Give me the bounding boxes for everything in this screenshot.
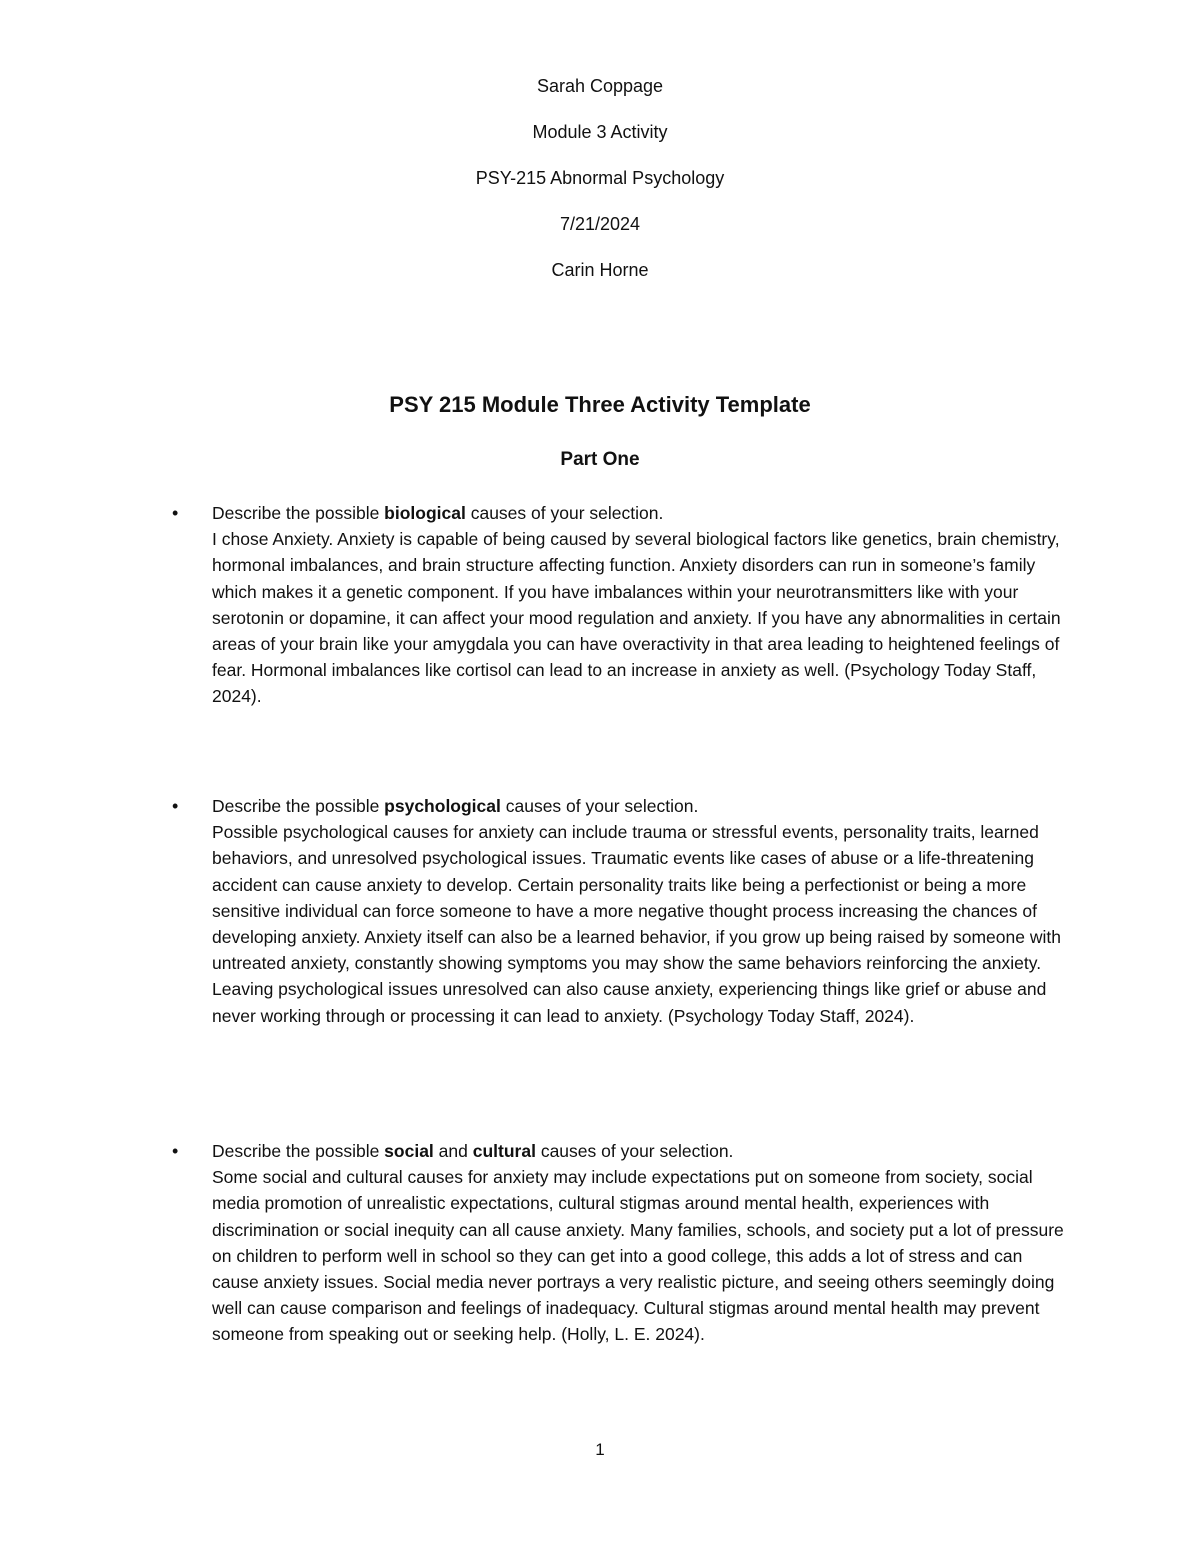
bullet-icon: • [172, 796, 179, 816]
section-psychological [172, 793, 1072, 1029]
bullet-icon: • [172, 503, 179, 523]
part-heading: Part One [560, 449, 640, 470]
date: 7/21/2024 [559, 214, 641, 234]
section-answer: Possible psychological causes for anxiety can include trauma or stressful events, personality traits, learned behaviors, and unresolved psychological issues. Traumatic events like cases of abuse or a life-threatening accident can cause anxiety to develop. Certain personality traits like being a perfectionist or being a more sensitive individual can force someone to have a more negative thought process increasing the chances of developing anxiety. Anxiety itself can also be a learned behavior, if you grow up being raised by someone with untreated anxiety, constantly showing symptoms you may show the same behaviors reinforcing the anxiety. Leaving psychological issues unresolved can also cause anxiety, experiencing things like grief or abuse and never working through or processing it can lead to anxiety. (Psychology Today Staff, 2024). [212, 822, 1061, 1026]
section-answer: I chose Anxiety. Anxiety is capable of being caused by several biological factors like genetics, brain chemistry, hormonal imbalances, and brain structure affecting function. Anxiety disorders can run in someone’s family which makes it a genetic component. If you have imbalances within your neurotransmitters like with your serotonin or dopamine, it can affect your mood regulation and anxiety. If you have any abnormalities in certain areas of your brain like your amygdala you can have overactivity in that area leading to heightened feelings of fear. Hormonal imbalances like cortisol can lead to an increase in anxiety as well. (Psychology Today Staff, 2024). [212, 529, 1061, 707]
header-block [0, 72, 1200, 302]
page-number: 1 [595, 1440, 605, 1459]
assignment-name: Module 3 Activity [532, 122, 668, 142]
section-social-cultural [172, 1138, 1072, 1348]
section-prompt: Describe the possible social and cultural causes of your selection. [212, 1141, 734, 1161]
section-biological [172, 500, 1072, 710]
student-name: Sarah Coppage [536, 76, 664, 96]
document-title: PSY 215 Module Three Activity Template [389, 392, 811, 417]
section-prompt: Describe the possible biological causes of your selection. [212, 503, 664, 523]
bullet-icon: • [172, 1141, 179, 1161]
instructor-name: Carin Horne [551, 260, 649, 280]
section-prompt: Describe the possible psychological causes of your selection. [212, 796, 699, 816]
course-name: PSY-215 Abnormal Psychology [475, 168, 725, 188]
section-answer: Some social and cultural causes for anxiety may include expectations put on someone from society, social media promotion of unrealistic expectations, cultural stigmas around mental health, experiences with discrimination or social inequity can all cause anxiety. Many families, schools, and society put a lot of pressure on children to perform well in school so they can get into a good college, this adds a lot of stress and can cause anxiety issues. Social media never portrays a very realistic picture, and seeing others seemingly doing well can cause comparison and feelings of inadequacy. Cultural stigmas around mental health may prevent someone from speaking out or seeking help. (Holly, L. E. 2024). [212, 1167, 1064, 1345]
